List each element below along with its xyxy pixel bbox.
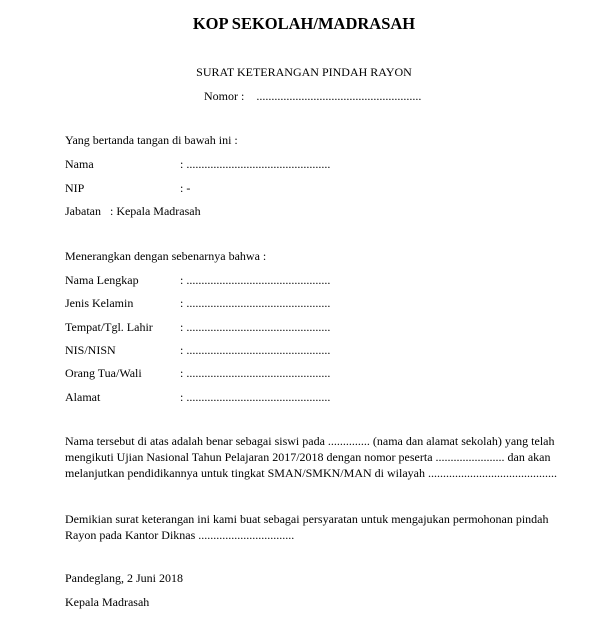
student-address-label: Alamat xyxy=(65,390,101,404)
closing-line: Rayon pada Kantor Diknas ................................ xyxy=(65,528,295,542)
letterhead-title: KOP SEKOLAH/MADRASAH xyxy=(192,14,416,33)
letter-number-label: Nomor : xyxy=(204,89,245,103)
statement-line: melanjutkan pendidikannya untuk tingkat SMAN/SMKN/MAN di wilayah ........................................... xyxy=(65,466,557,480)
signer-name-value: : ................................................ xyxy=(180,157,331,171)
signer-position: Jabatan : Kepala Madrasah xyxy=(65,204,201,218)
closing-line: Demikian surat keterangan ini kami buat sebagai persyaratan untuk mengajukan permohonan pindah xyxy=(65,512,549,526)
signer-intro: Yang bertanda tangan di bawah ini : xyxy=(65,133,238,147)
statement-line: Nama tersebut di atas adalah benar sebagai siswi pada .............. (nama dan alamat sekolah) yang telah xyxy=(65,434,555,448)
student-intro: Menerangkan dengan sebenarnya bahwa : xyxy=(65,249,267,263)
student-fullname-label: Nama Lengkap xyxy=(65,273,139,287)
student-birth-label: Tempat/Tgl. Lahir xyxy=(65,320,153,334)
letter-title: SURAT KETERANGAN PINDAH RAYON xyxy=(196,65,412,79)
student-nisn-value: : ................................................ xyxy=(180,343,331,357)
signer-name-label: Nama xyxy=(65,157,94,171)
student-guardian-value: : ................................................ xyxy=(180,366,331,380)
student-guardian-label: Orang Tua/Wali xyxy=(65,366,142,380)
student-fullname-value: : ................................................ xyxy=(180,273,331,287)
signer-nip-label: NIP xyxy=(65,181,85,195)
closing-paragraph xyxy=(65,511,565,543)
letter-number xyxy=(204,89,421,103)
student-address-value: : ................................................ xyxy=(180,390,331,404)
place-date: Pandeglang, 2 Juni 2018 xyxy=(65,571,183,585)
signer-title: Kepala Madrasah xyxy=(65,595,150,609)
signer-nip-value: : - xyxy=(180,181,191,195)
student-nisn-label: NIS/NISN xyxy=(65,343,116,357)
student-gender-value: : ................................................ xyxy=(180,296,331,310)
letter-number-blank: ....................................................... xyxy=(256,89,422,103)
student-gender-label: Jenis Kelamin xyxy=(65,296,134,310)
statement-line: mengikuti Ujian Nasional Tahun Pelajaran 2017/2018 dengan nomor peserta ....................... dan akan xyxy=(65,450,551,464)
student-birth-value: : ................................................ xyxy=(180,320,331,334)
statement-paragraph xyxy=(65,433,565,481)
